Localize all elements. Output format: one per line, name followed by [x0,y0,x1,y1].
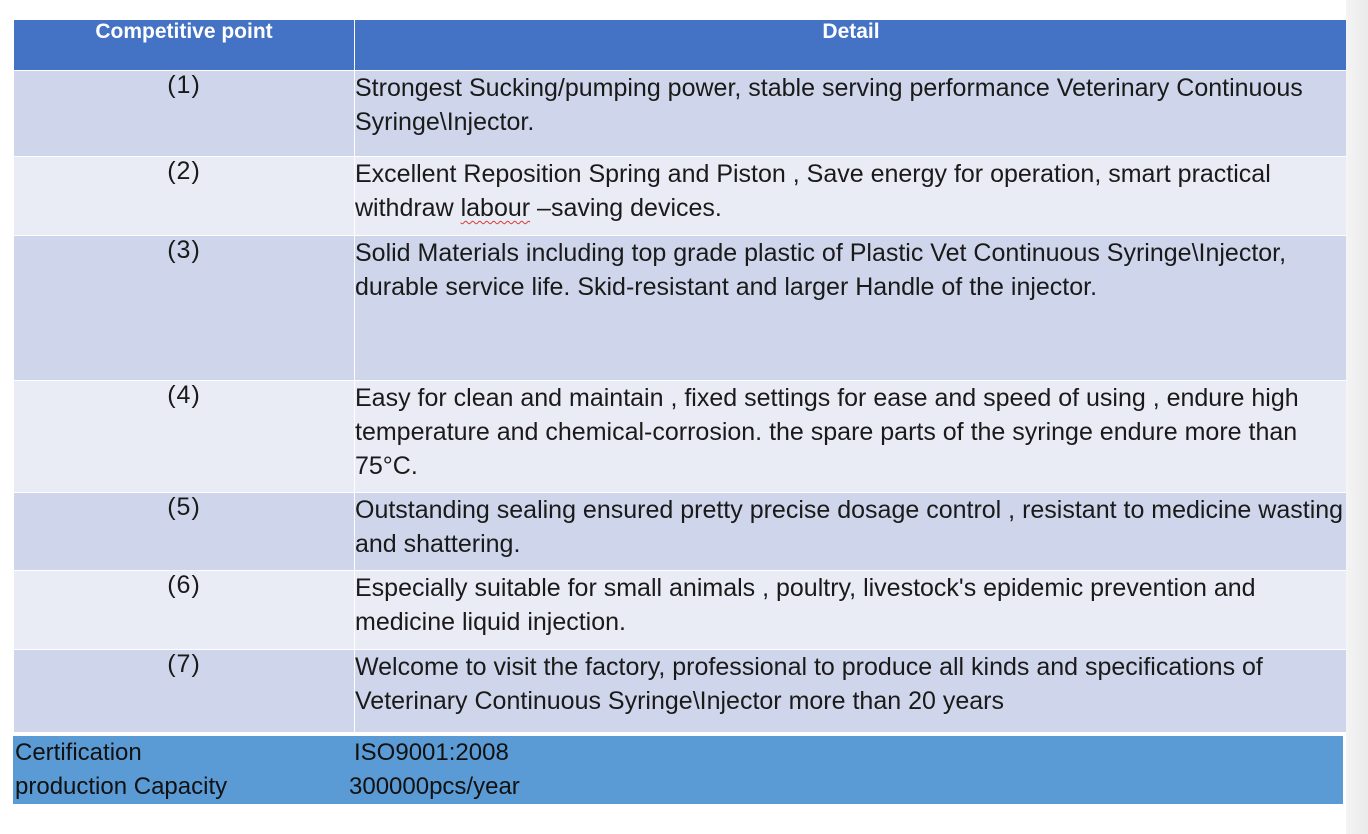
point-detail: Easy for clean and maintain , fixed settings for ease and speed of using , endure high temperature and chemical-corrosion. the spare parts of the syringe endure more than 75°C. [355,381,1348,493]
spellcheck-flagged-word: labour [460,194,531,222]
capacity-value: 300000pcs/year [349,773,520,800]
detail-text: Excellent Reposition Spring and Piston , Save energy for operation, smart practical withdraw [355,160,1271,222]
table-row [14,381,1348,493]
page-edge-shadow [1346,0,1368,834]
point-detail: Especially suitable for small animals , poultry, livestock's epidemic prevention and medicine liquid injection. [355,571,1348,650]
point-number: (5) [14,493,355,571]
point-number: (1) [14,71,355,157]
table-row [14,71,1348,157]
point-detail [355,157,1348,236]
point-number: (2) [14,157,355,236]
point-number: (7) [14,650,355,733]
point-detail: Welcome to visit the factory, professional to produce all kinds and specifications of Veterinary Continuous Syringe\Injector more than 20 years [355,650,1348,733]
table-row [14,493,1348,571]
table-row [14,157,1348,236]
header-competitive-point: Competitive point [14,20,355,71]
point-detail: Strongest Sucking/pumping power, stable serving performance Veterinary Continuous Syringe\Injector. [355,71,1348,157]
point-number: (3) [14,236,355,381]
point-detail: Outstanding sealing ensured pretty precise dosage control , resistant to medicine wasting and shattering. [355,493,1348,571]
certification-label: Certification [15,739,142,766]
certification-line [13,736,1343,770]
table-row [14,236,1348,381]
competitive-points-table [13,19,1348,733]
certification-value: ISO9001:2008 [354,739,509,766]
table-row [14,650,1348,733]
capacity-label: production Capacity [15,773,228,800]
table-row [14,571,1348,650]
point-detail: Solid Materials including top grade plastic of Plastic Vet Continuous Syringe\Injector, durable service life. Skid-resistant and larger Handle of the injector. [355,236,1348,381]
table-header-row [14,20,1348,71]
summary-footer [13,736,1343,804]
header-detail: Detail [355,20,1348,71]
capacity-line [13,770,1343,804]
point-number: (4) [14,381,355,493]
detail-text: –saving devices. [530,194,722,222]
point-number: (6) [14,571,355,650]
